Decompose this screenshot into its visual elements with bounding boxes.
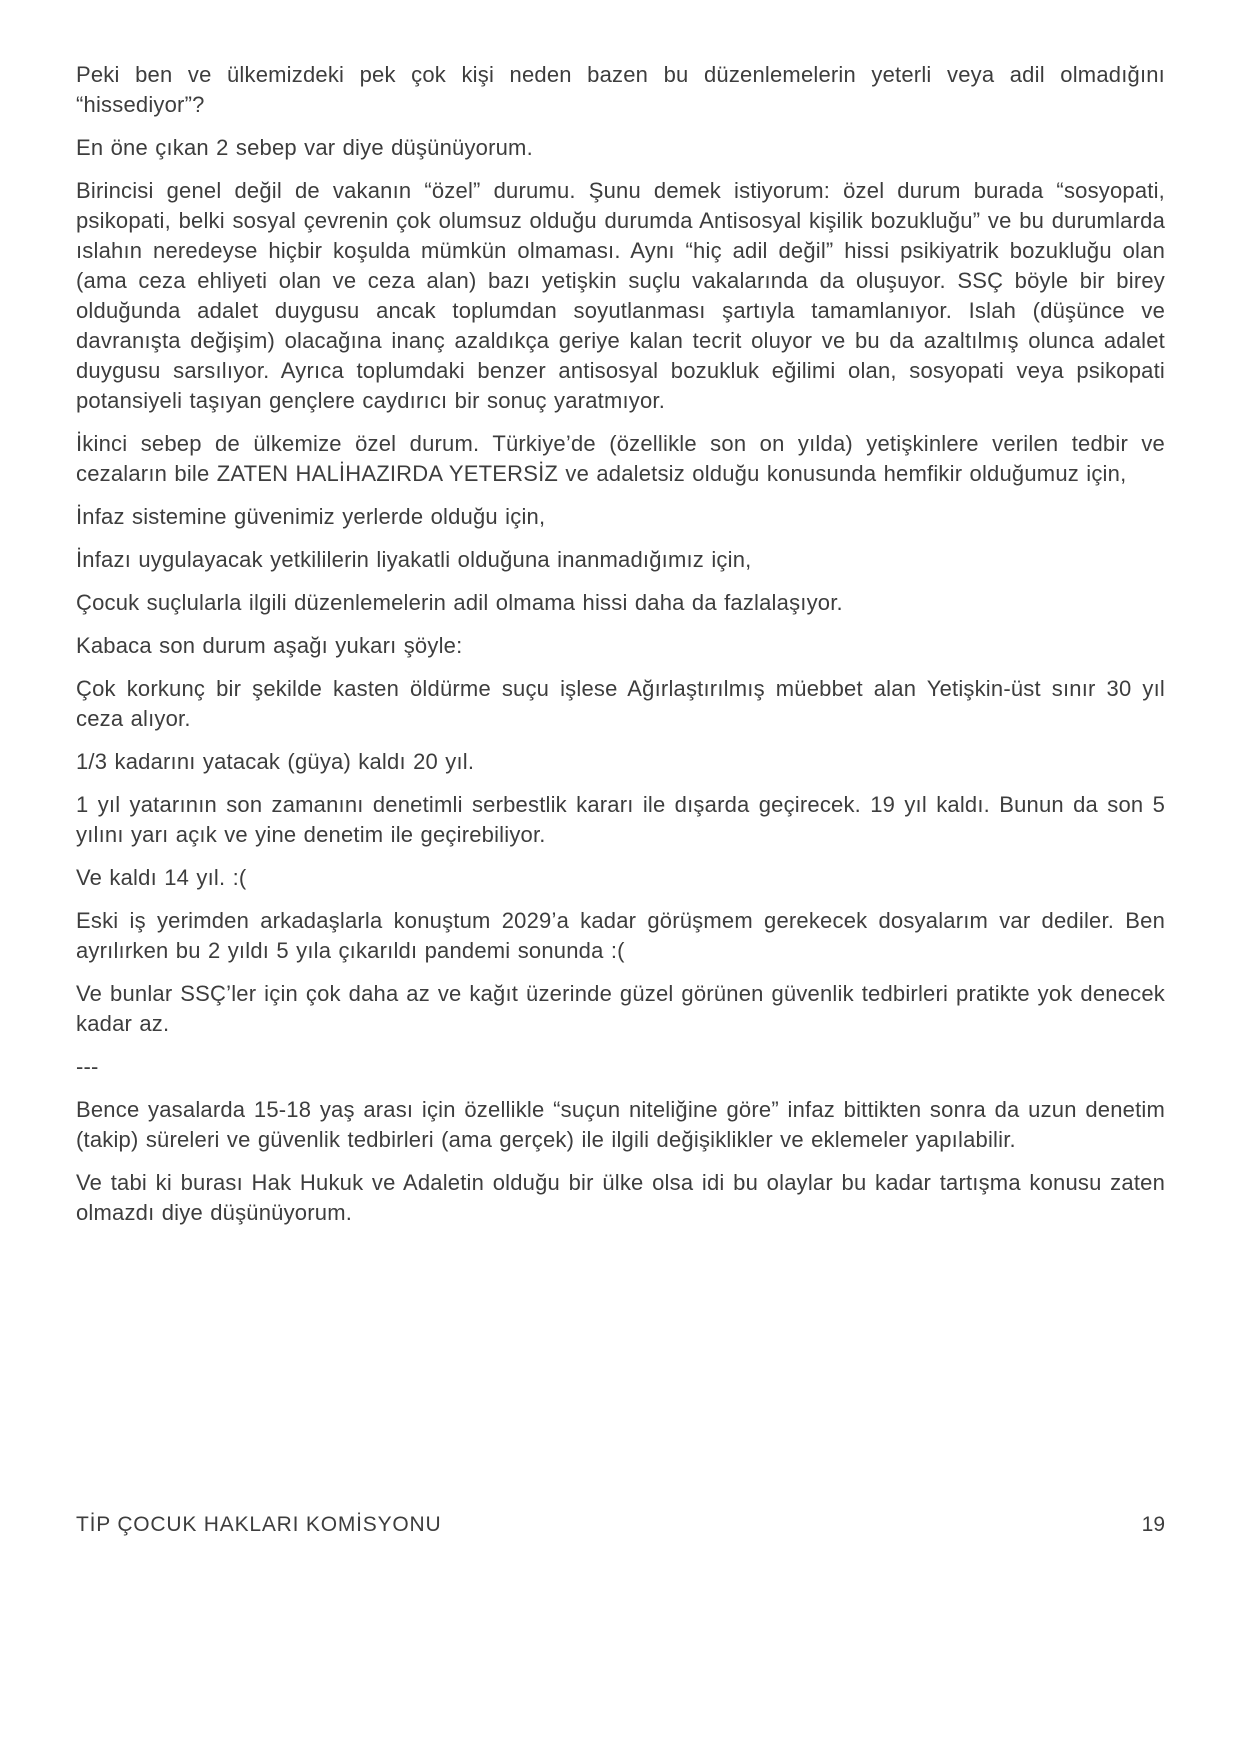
paragraph: Birincisi genel değil de vakanın “özel” durumu. Şunu demek istiyorum: özel durum burada “sosyopati, psikopati, belki sosyal çevrenin çok olumsuz olduğu durumda Antisosyal kişilik bozukluğu” ve bu durumlarda ıslahın neredeyse hiçbir koşulda mümkün olmaması. Aynı “hiç adil değil” hissi psikiyatrik bozukluğu olan (ama ceza ehliyeti olan ve ceza alan) bazı yetişkin suçlu vakalarında da oluşuyor. SSÇ böyle bir birey olduğunda adalet duygusu ancak toplumdan soyutlanması şartıyla tamamlanıyor. Islah (düşünce ve davranışta değişim) olacağına inanç azaldıkça geriye kalan tecrit oluyor ve bu da azaltılmış olunca adalet duygusu sarsılıyor. Ayrıca toplumdaki benzer antisosyal bozukluk eğilimi olan, sosyopati veya psikopati potansiyeli taşıyan gençlere caydırıcı bir sonuç yaratmıyor. [76,178,1165,413]
page-footer [76,1513,1165,1537]
paragraph: En öne çıkan 2 sebep var diye düşünüyorum. [76,135,533,160]
paragraph: Ve bunlar SSÇ’ler için çok daha az ve kağıt üzerinde güzel görünen güvenlik tedbirleri pratikte yok denecek kadar az. [76,981,1165,1036]
paragraph: İkinci sebep de ülkemize özel durum. Türkiye’de (özellikle son on yılda) yetişkinlere verilen tedbir ve cezaların bile ZATEN HALİHAZIRDA YETERSİZ ve adaletsiz olduğu konusunda hemfikir olduğumuz için, [76,431,1165,486]
document-body [76,60,1165,1241]
page-number: 19 [1141,1513,1165,1536]
paragraph: 1/3 kadarını yatacak (güya) kaldı 20 yıl. [76,749,475,774]
paragraph: Ve tabi ki burası Hak Hukuk ve Adaletin olduğu bir ülke olsa idi bu olaylar bu kadar tartışma konusu zaten olmazdı diye düşünüyorum. [76,1170,1165,1225]
footer-commission-title: TİP ÇOCUK HAKLARI KOMİSYONU [76,1513,442,1536]
paragraph: Çocuk suçlularla ilgili düzenlemelerin adil olmama hissi daha da fazlalaşıyor. [76,590,843,615]
paragraph: Kabaca son durum aşağı yukarı şöyle: [76,633,463,658]
paragraph: İnfazı uygulayacak yetkililerin liyakatli olduğuna inanmadığımız için, [76,547,752,572]
paragraph: Bence yasalarda 15-18 yaş arası için özellikle “suçun niteliğine göre” infaz bittikten sonra da uzun denetim (takip) süreleri ve güvenlik tedbirleri (ama gerçek) ile ilgili değişiklikler ve eklemeler yapılabilir. [76,1097,1165,1152]
paragraph: 1 yıl yatarının son zamanını denetimli serbestlik kararı ile dışarda geçirecek. 19 yıl kaldı. Bunun da son 5 yılını yarı açık ve yine denetim ile geçirebiliyor. [76,792,1165,847]
separator-dashes: --- [76,1054,99,1079]
paragraph: Ve kaldı 14 yıl. :( [76,865,247,890]
paragraph: Peki ben ve ülkemizdeki pek çok kişi neden bazen bu düzenlemelerin yeterli veya adil olmadığını “hissediyor”? [76,62,1165,117]
paragraph: İnfaz sistemine güvenimiz yerlerde olduğu için, [76,504,546,529]
paragraph: Eski iş yerimden arkadaşlarla konuştum 2029’a kadar görüşmem gerekecek dosyalarım var dediler. Ben ayrılırken bu 2 yıldı 5 yıla çıkarıldı pandemi sonunda :( [76,908,1165,963]
paragraph: Çok korkunç bir şekilde kasten öldürme suçu işlese Ağırlaştırılmış müebbet alan Yetişkin-üst sınır 30 yıl ceza alıyor. [76,676,1165,731]
